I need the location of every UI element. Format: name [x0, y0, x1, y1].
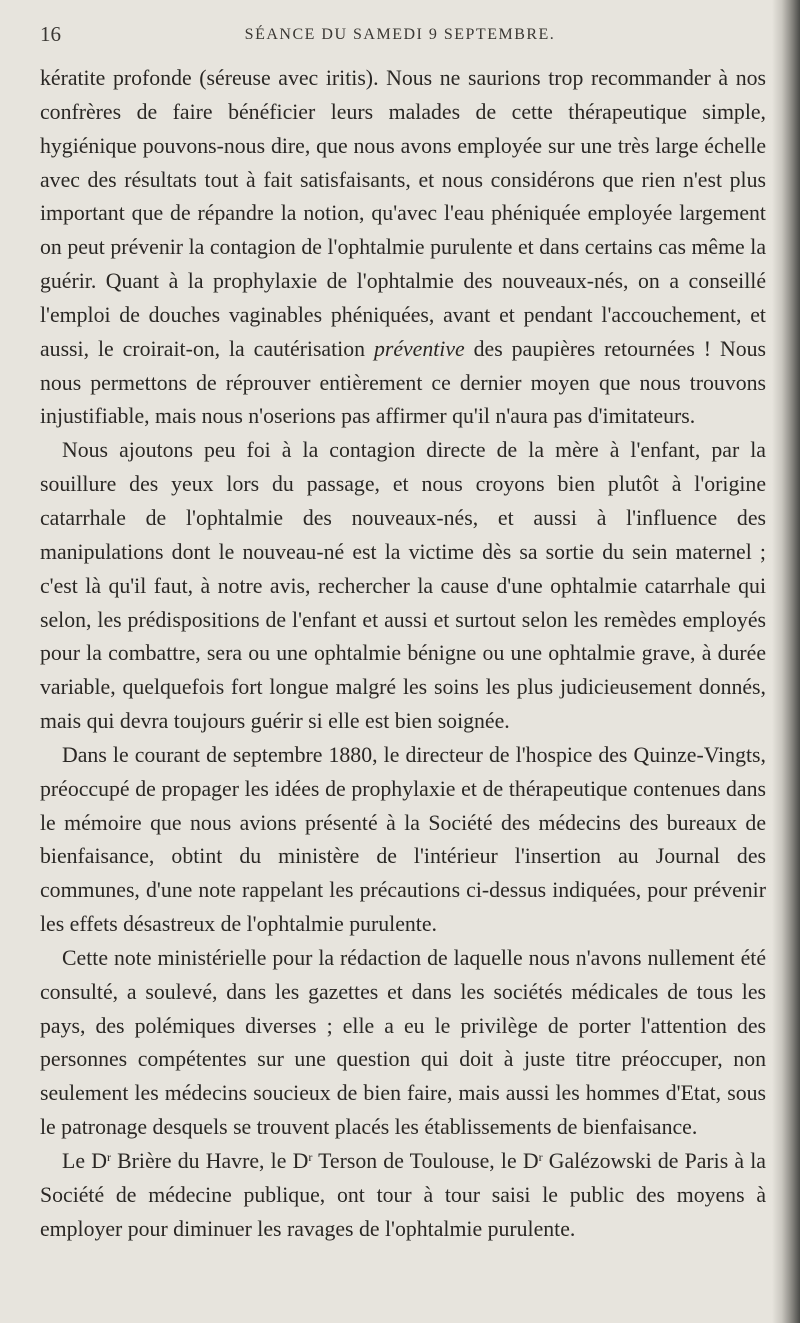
paragraph-1 [40, 62, 766, 434]
italic-word: préventive [373, 336, 465, 361]
paragraph-5-text-c: Galézowski de Paris à la Société de médecine publique, ont tour à tour saisi le public des moyens à employer pour diminuer les ravages de l'ophtalmie purulente. [40, 1149, 766, 1241]
page-edge-shadow [772, 0, 800, 1323]
doctor-superscript: r [538, 1150, 543, 1164]
paragraph-1-text-b: des paupières retournées ! Nous nous permettons de réprouver entièrement ce dernier moyen que nous trouvons injustifiable, mais nous n'oserions pas affirmer qu'il n'aura pas d'imitateurs. [40, 336, 766, 429]
paragraph-1-text-a: kératite profonde (séreuse avec iritis). Nous ne saurions trop recommander à nos confrères de faire bénéficier leurs malades de cette thérapeutique simple, hygiénique pouvons-nous dire, que nous avons employée sur une très large échelle avec des résultats tout à fait satisfaisants, et nous considérons que rien n'est plus important que de répandre la notion, qu'avec l'eau phéniquée employée largement on peut prévenir la contagion de l'ophtalmie purulente et dans certains cas même la guérir. Quant à la prophylaxie de l'ophtalmie des nouveaux-nés, on a conseillé l'emploi de douches vaginables phéniquées, avant et pendant l'accouchement, et aussi, le croirait-on, la cautérisation [40, 66, 766, 361]
running-head: SÉANCE DU SAMEDI 9 SEPTEMBRE. [244, 26, 556, 43]
paragraph-5-text-a: Brière du Havre, le [110, 1149, 293, 1173]
paragraph-5 [40, 1145, 766, 1247]
doctor-superscript: r [308, 1150, 313, 1164]
paragraph-4: Cette note ministérielle pour la rédaction de laquelle nous n'avons nullement été consulté, a soulevé, dans les gazettes et dans les sociétés médicales de tous les pays, des polémiques diverses ; elle a eu le privilège de porter l'attention des personnes compétentes sur une question qui doit à juste titre préoccuper, non seulement les médecins soucieux de bien faire, mais aussi les hommes d'Etat, sous le patronage desquels se trouvent placés les établissements de bienfaisance. [40, 945, 766, 1140]
page-header [40, 22, 760, 56]
body-text [40, 62, 766, 1247]
paragraph-5-text-b: Terson de Toulouse, le [312, 1149, 523, 1173]
paragraph-3: Dans le courant de septembre 1880, le directeur de l'hospice des Quinze-Vingts, préoccupé de propager les idées de prophylaxie et de thérapeutique contenues dans le mémoire que nous avions présenté à la Société des médecins des bureaux de bienfaisance, obtint du ministère de l'intérieur l'insertion au Journal des communes, d'une note rappelant les précautions ci-dessus indiquées, pour prévenir les effets désastreux de l'ophtalmie purulente. [40, 742, 766, 937]
doctor-abbrev: D [522, 1149, 539, 1173]
doctor-abbrev: D [292, 1149, 309, 1173]
paragraph-5-lead: Le [62, 1149, 92, 1173]
doctor-abbrev: D [91, 1149, 107, 1173]
doctor-superscript: r [106, 1150, 111, 1164]
page-number: 16 [40, 22, 61, 46]
paragraph-2: Nous ajoutons peu foi à la contagion directe de la mère à l'enfant, par la souillure des yeux lors du passage, et nous croyons bien plutôt à l'origine catarrhale de l'ophtalmie des nouveaux-nés, et aussi à l'influence des manipulations dont le nouveau-né est la victime dès sa sortie du sein maternel ; c'est là qu'il faut, à notre avis, rechercher la cause d'une ophtalmie catarrhale qui selon, les prédispositions de l'enfant et aussi et surtout selon les remèdes employés pour la combattre, sera ou une ophtalmie bénigne ou une ophtalmie grave, à durée variable, quelquefois fort longue malgré les soins les plus judicieusement donnés, mais qui devra toujours guérir si elle est bien soignée. [40, 438, 766, 734]
